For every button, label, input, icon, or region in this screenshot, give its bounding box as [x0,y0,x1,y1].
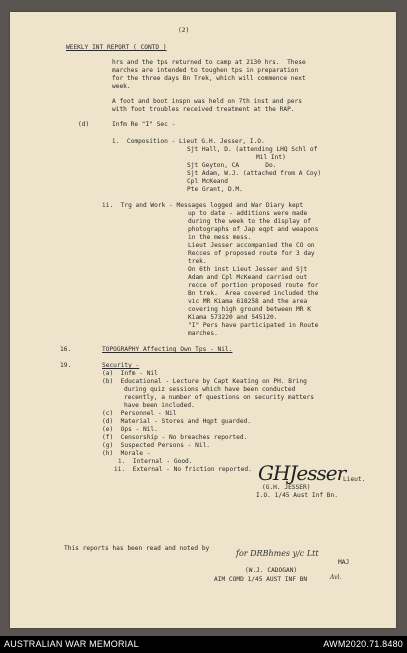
text-line: i. Composition - Lieut G.H. Jesser, I.O. [112,138,265,145]
text-line: Lieut Jesser accompanied the CO on [188,242,315,249]
text-line: (g) Suspected Persons - Nil. [102,442,211,449]
text-line: recce of portion proposed route for [188,282,319,289]
text-line: Adam and Cpl McKeand carried out [188,274,308,281]
acknowledgement-line: This reports has been read and noted by [64,545,210,552]
text-line: trek. [188,258,207,265]
text-line: vic MR Kiama 618258 and the area [188,298,308,305]
text-line: ii. External - No friction reported. [114,466,252,473]
text-line: with foot troubles received treatment at the RAP. [112,106,295,113]
text-line: Pte Grant, D.M. [187,186,243,193]
text-line: Sjt Geyton, CA Do. [187,162,277,169]
text-line: in the mess mess. [188,234,252,241]
text-line: (c) Personnel - Nil [102,410,177,417]
ack-title: AIM COMD 1/45 AUST INF BN [214,576,308,583]
text-line: Security - [102,362,140,369]
text-line: Sjt Hall, D. (attending LHQ Schl of [187,146,318,153]
ack-rank: MAJ [338,559,350,566]
footer-source: AUSTRALIAN WAR MEMORIAL [4,639,139,649]
text-line: (d) Material - Stores and Hqpt guarded. [102,418,252,425]
text-line: have been included. [124,402,195,409]
handwritten-note: for DRBhmes y/c Ltt [236,549,319,558]
text-line: covering high ground between MR K [188,306,311,313]
section-marker: 19. [60,362,72,369]
text-line: Cpl McKeand [187,178,228,185]
section-marker: 16. [60,346,72,353]
text-line: (a) Infm - Nil [102,370,158,377]
text-line: hrs and the tps returned to camp at 2130 hrs. These [112,59,306,66]
text-line: during the week to the display of [188,218,311,225]
page-number: (2) [178,27,190,34]
text-line: Infm Re "I" Sec - [112,121,176,128]
text-line: (f) Censorship - No breaches reported. [102,434,248,441]
text-line: "I" Pers have participated in Route [188,322,319,329]
text-line: Mil Int) [256,154,286,161]
text-line: (h) Morale - [102,450,151,457]
handwritten-initials: Avl. [330,574,342,581]
text-line: On 6th inst Lieut Jesser and Sjt [188,266,308,273]
text-line: photographs of Jap eqpt and weapons [188,226,319,233]
signatory-name: (G.H. JESSER) [262,484,311,491]
text-line: TOPOGRAPHY Affecting Own Tps - Nil. [102,346,233,353]
text-line: (e) Ops - Nil. [102,426,158,433]
text-line: for the three days Bn Trek, which will commence next [112,75,306,82]
text-line: i. Internal - Good. [118,458,193,465]
ack-name: (W.J. CADOGAN) [245,567,298,574]
text-line: during quiz sessions which have been conducted [124,386,296,393]
text-line: up to date - additions were made [188,210,308,217]
archive-footer [0,636,407,653]
text-line: ii. Trg and Work - Messages logged and War Diary kept [102,202,304,209]
handwritten-signature: GHJesser [258,461,346,485]
text-line: Kiama 573220 and 545120. [188,314,278,321]
text-line: recently, a number of questions on security matters [124,394,314,401]
section-marker: (d) [78,121,90,128]
text-line: marches. [188,330,218,337]
report-heading: WEEKLY INT REPORT ( CONTD ) [66,44,167,51]
footer-reference: AWM2020.71.8480 [323,639,403,649]
text-line: marches are intended to toughen tps in preparation [112,67,299,74]
text-line: Sjt Adam, W.J. (attached from A Coy) [187,170,322,177]
text-line: week. [112,83,131,90]
signature-rank: Lieut. [343,476,366,483]
signatory-title: I.O. 1/45 Aust Inf Bn. [256,492,338,499]
text-line: Bn trek. Area covered included the [188,290,319,297]
text-line: Recces of proposed route for 3 day [188,250,315,257]
text-line: (b) Educational - Lecture by Capt Keating on PH. Bring [102,378,307,385]
text-line: A foot and boot inspn was held on 7th inst and pers [112,98,302,105]
